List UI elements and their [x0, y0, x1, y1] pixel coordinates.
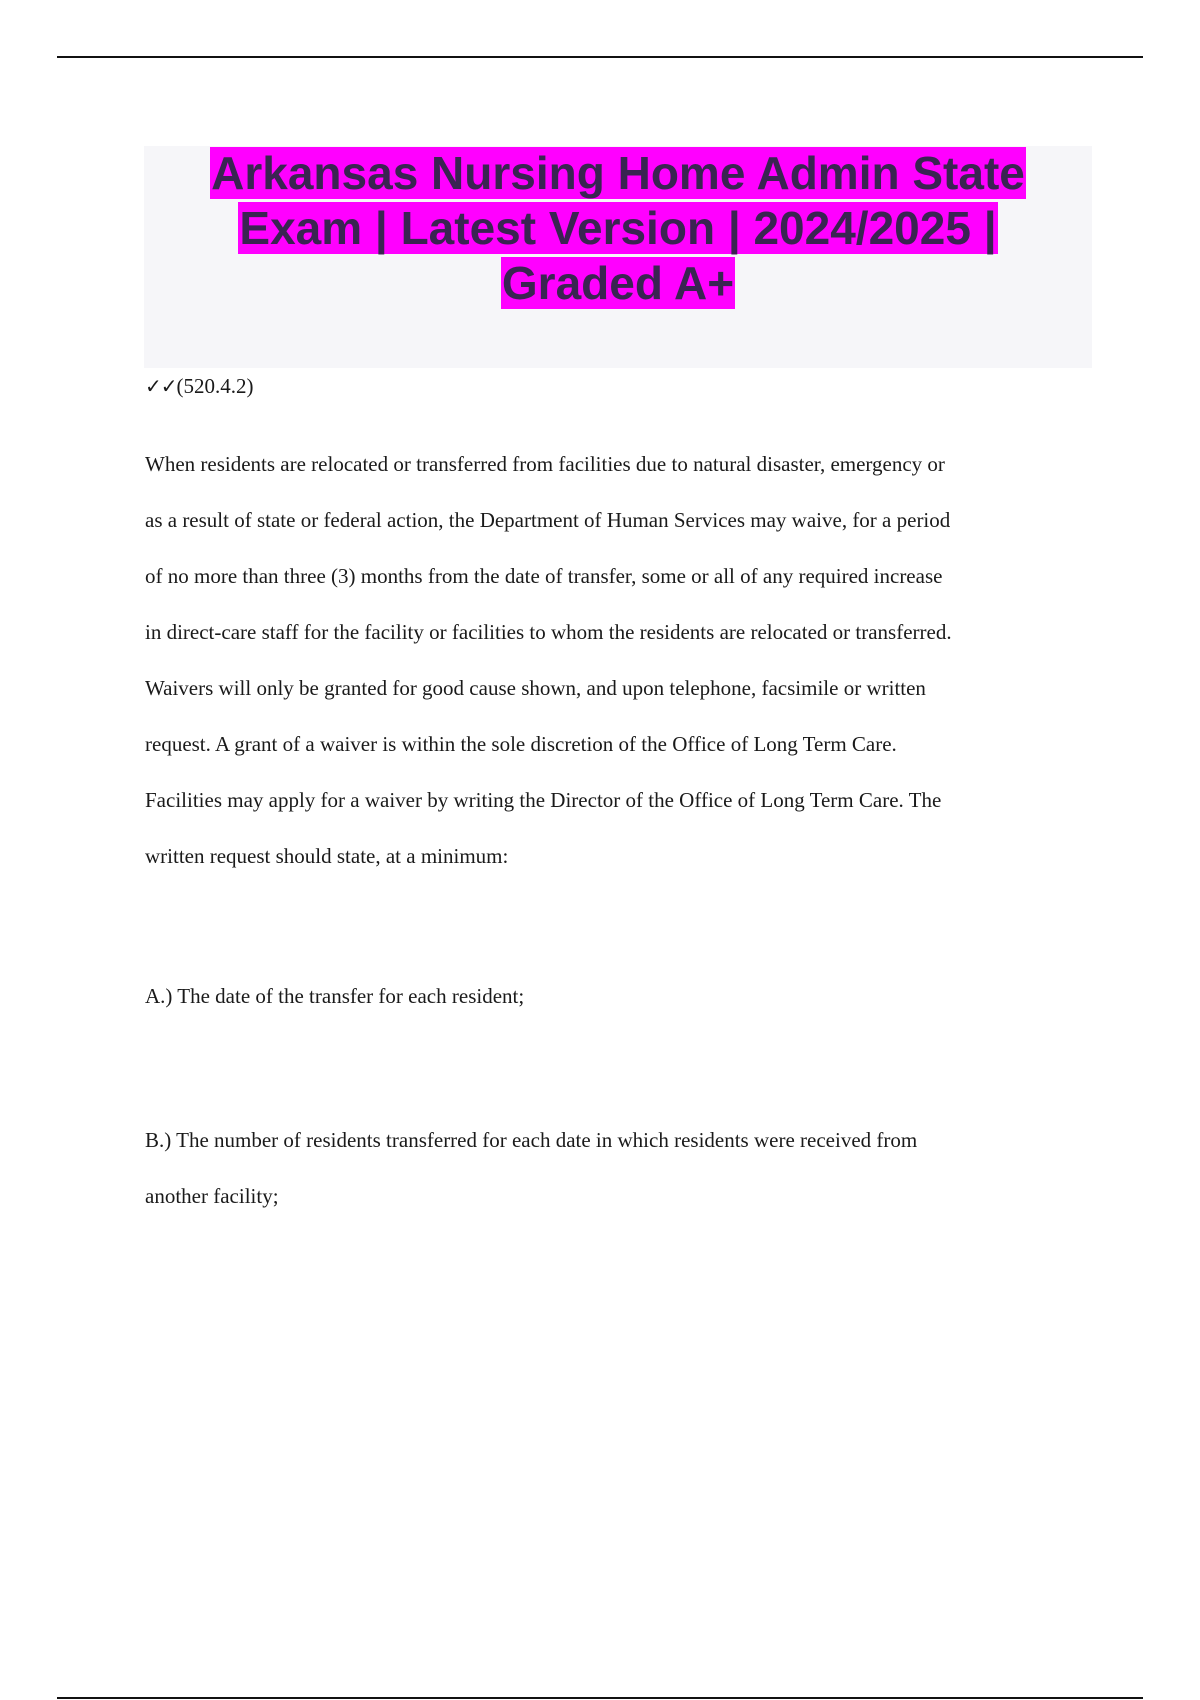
bottom-rule: [57, 1697, 1143, 1699]
title-line-1: Arkansas Nursing Home Admin State: [211, 147, 1025, 199]
list-item-a: [145, 968, 1105, 1024]
title-line-2: Exam | Latest Version | 2024/2025 |: [239, 202, 997, 254]
paragraph-line: written request should state, at a minimum:: [145, 844, 509, 868]
paragraph-line: When residents are relocated or transferred from facilities due to natural disaster, emergency or: [145, 452, 945, 476]
title-line-3: Graded A+: [501, 257, 735, 309]
list-item-b: [145, 1112, 1105, 1224]
paragraph-line: Waivers will only be granted for good cause shown, and upon telephone, facsimile or written: [145, 676, 926, 700]
paragraph-line: request. A grant of a waiver is within the sole discretion of the Office of Long Term Care.: [145, 732, 897, 756]
section-code-line: [145, 372, 254, 400]
paragraph-line: in direct-care staff for the facility or facilities to whom the residents are relocated or transferred.: [145, 620, 952, 644]
double-check-icon: ✓✓: [145, 374, 177, 398]
paragraph-line: of no more than three (3) months from the date of transfer, some or all of any required increase: [145, 564, 943, 588]
section-code: (520.4.2): [176, 374, 254, 398]
main-paragraph: [145, 436, 1105, 884]
list-item-b-line: another facility;: [145, 1184, 279, 1208]
list-item-b-line: B.) The number of residents transferred for each date in which residents were received from: [145, 1128, 918, 1152]
top-rule: [57, 56, 1143, 58]
list-item-a-text: A.) The date of the transfer for each resident;: [145, 984, 525, 1008]
paragraph-line: Facilities may apply for a waiver by writing the Director of the Office of Long Term Care. The: [145, 788, 942, 812]
document-title: [144, 146, 1092, 311]
paragraph-line: as a result of state or federal action, the Department of Human Services may waive, for a period: [145, 508, 951, 532]
